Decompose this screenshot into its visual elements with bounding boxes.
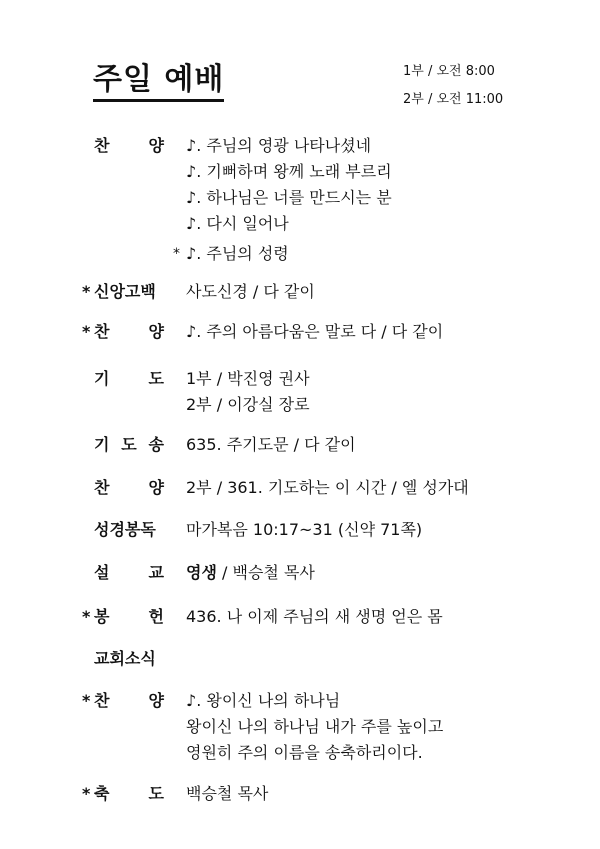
content-line (186, 560, 315, 586)
label-char: 헌 (148, 607, 164, 626)
label-text: 신앙고백 (94, 282, 156, 301)
section-content (186, 279, 315, 305)
label-char: 찬 (94, 478, 110, 497)
service-times (403, 58, 503, 114)
section-content (186, 432, 356, 458)
section-content (186, 688, 443, 766)
star-marker: * (82, 322, 91, 341)
section-content (173, 133, 392, 267)
label-char: 양 (148, 136, 164, 155)
label-char: 기 (94, 369, 110, 388)
content-line: 영원히 주의 이름을 송축하리이다. (186, 743, 423, 762)
section-content (186, 604, 443, 630)
label-char: 찬 (94, 136, 110, 155)
content-line: 635. 주기도문 / 다 같이 (186, 435, 356, 454)
star-marker: * (82, 282, 91, 301)
hymn-line: ♪. 다시 일어나 (186, 214, 289, 233)
content-line: 사도신경 / 다 같이 (186, 282, 315, 301)
label-char: 설 (94, 563, 110, 582)
sermon-title: 영생 (186, 563, 217, 582)
label-text: 교회소식 (94, 649, 156, 668)
content-line: ♪. 주의 아름다움은 말로 다 / 다 같이 (186, 322, 444, 341)
section-content (186, 517, 422, 543)
label-char: 양 (148, 478, 164, 497)
section-content (186, 781, 268, 807)
content-line: 왕이신 나의 하나님 내가 주를 높이고 (186, 717, 444, 736)
label-char: 교 (148, 563, 164, 582)
label-char: 봉 (94, 607, 110, 626)
star-marker: * (82, 691, 91, 710)
content-line: 2부 / 이강실 장로 (186, 395, 310, 414)
content-line: 마가복음 10:17~31 (신약 71쪽) (186, 520, 423, 539)
label-char: 양 (148, 691, 164, 710)
star-marker: * (82, 784, 91, 803)
section-content (186, 366, 310, 418)
label-char: 찬 (94, 691, 110, 710)
label-char: 송 (148, 435, 164, 454)
label-char: 도 (148, 369, 164, 388)
label-char: 찬 (94, 322, 110, 341)
label-char: 도 (148, 784, 164, 803)
content-line: 1부 / 박진영 권사 (186, 369, 310, 388)
hymn-line: ♪. 주님의 성령 (186, 244, 289, 263)
label-char: 양 (148, 322, 164, 341)
section-content (186, 560, 315, 586)
label-char: 축 (94, 784, 110, 803)
sermon-preacher: / 백승철 목사 (216, 563, 315, 582)
section-content (186, 475, 469, 501)
hymn-line: ♪. 기뻐하며 왕께 노래 부르리 (186, 162, 392, 181)
star-marker: * (82, 607, 91, 626)
page-title: 주일 예배 (93, 62, 224, 102)
hymn-line-starred (173, 241, 392, 267)
service-time-2: 2부 / 오전 11:00 (403, 92, 504, 107)
service-time-1: 1부 / 오전 8:00 (403, 64, 495, 79)
content-line: 2부 / 361. 기도하는 이 시간 / 엘 성가대 (186, 478, 469, 497)
hymn-line: ♪. 주님의 영광 나타나셨네 (186, 136, 372, 155)
label-char: 도 (121, 435, 137, 454)
content-line: 백승철 목사 (186, 784, 269, 803)
section-content (186, 319, 443, 345)
hymn-line: ♪. 하나님은 너를 만드시는 분 (186, 188, 392, 207)
label-text: 성경봉독 (94, 520, 156, 539)
star-marker: * (173, 246, 180, 262)
content-line: ♪. 왕이신 나의 하나님 (186, 691, 341, 710)
label-char: 기 (94, 435, 110, 454)
content-line: 436. 나 이제 주님의 새 생명 얻은 몸 (186, 607, 443, 626)
